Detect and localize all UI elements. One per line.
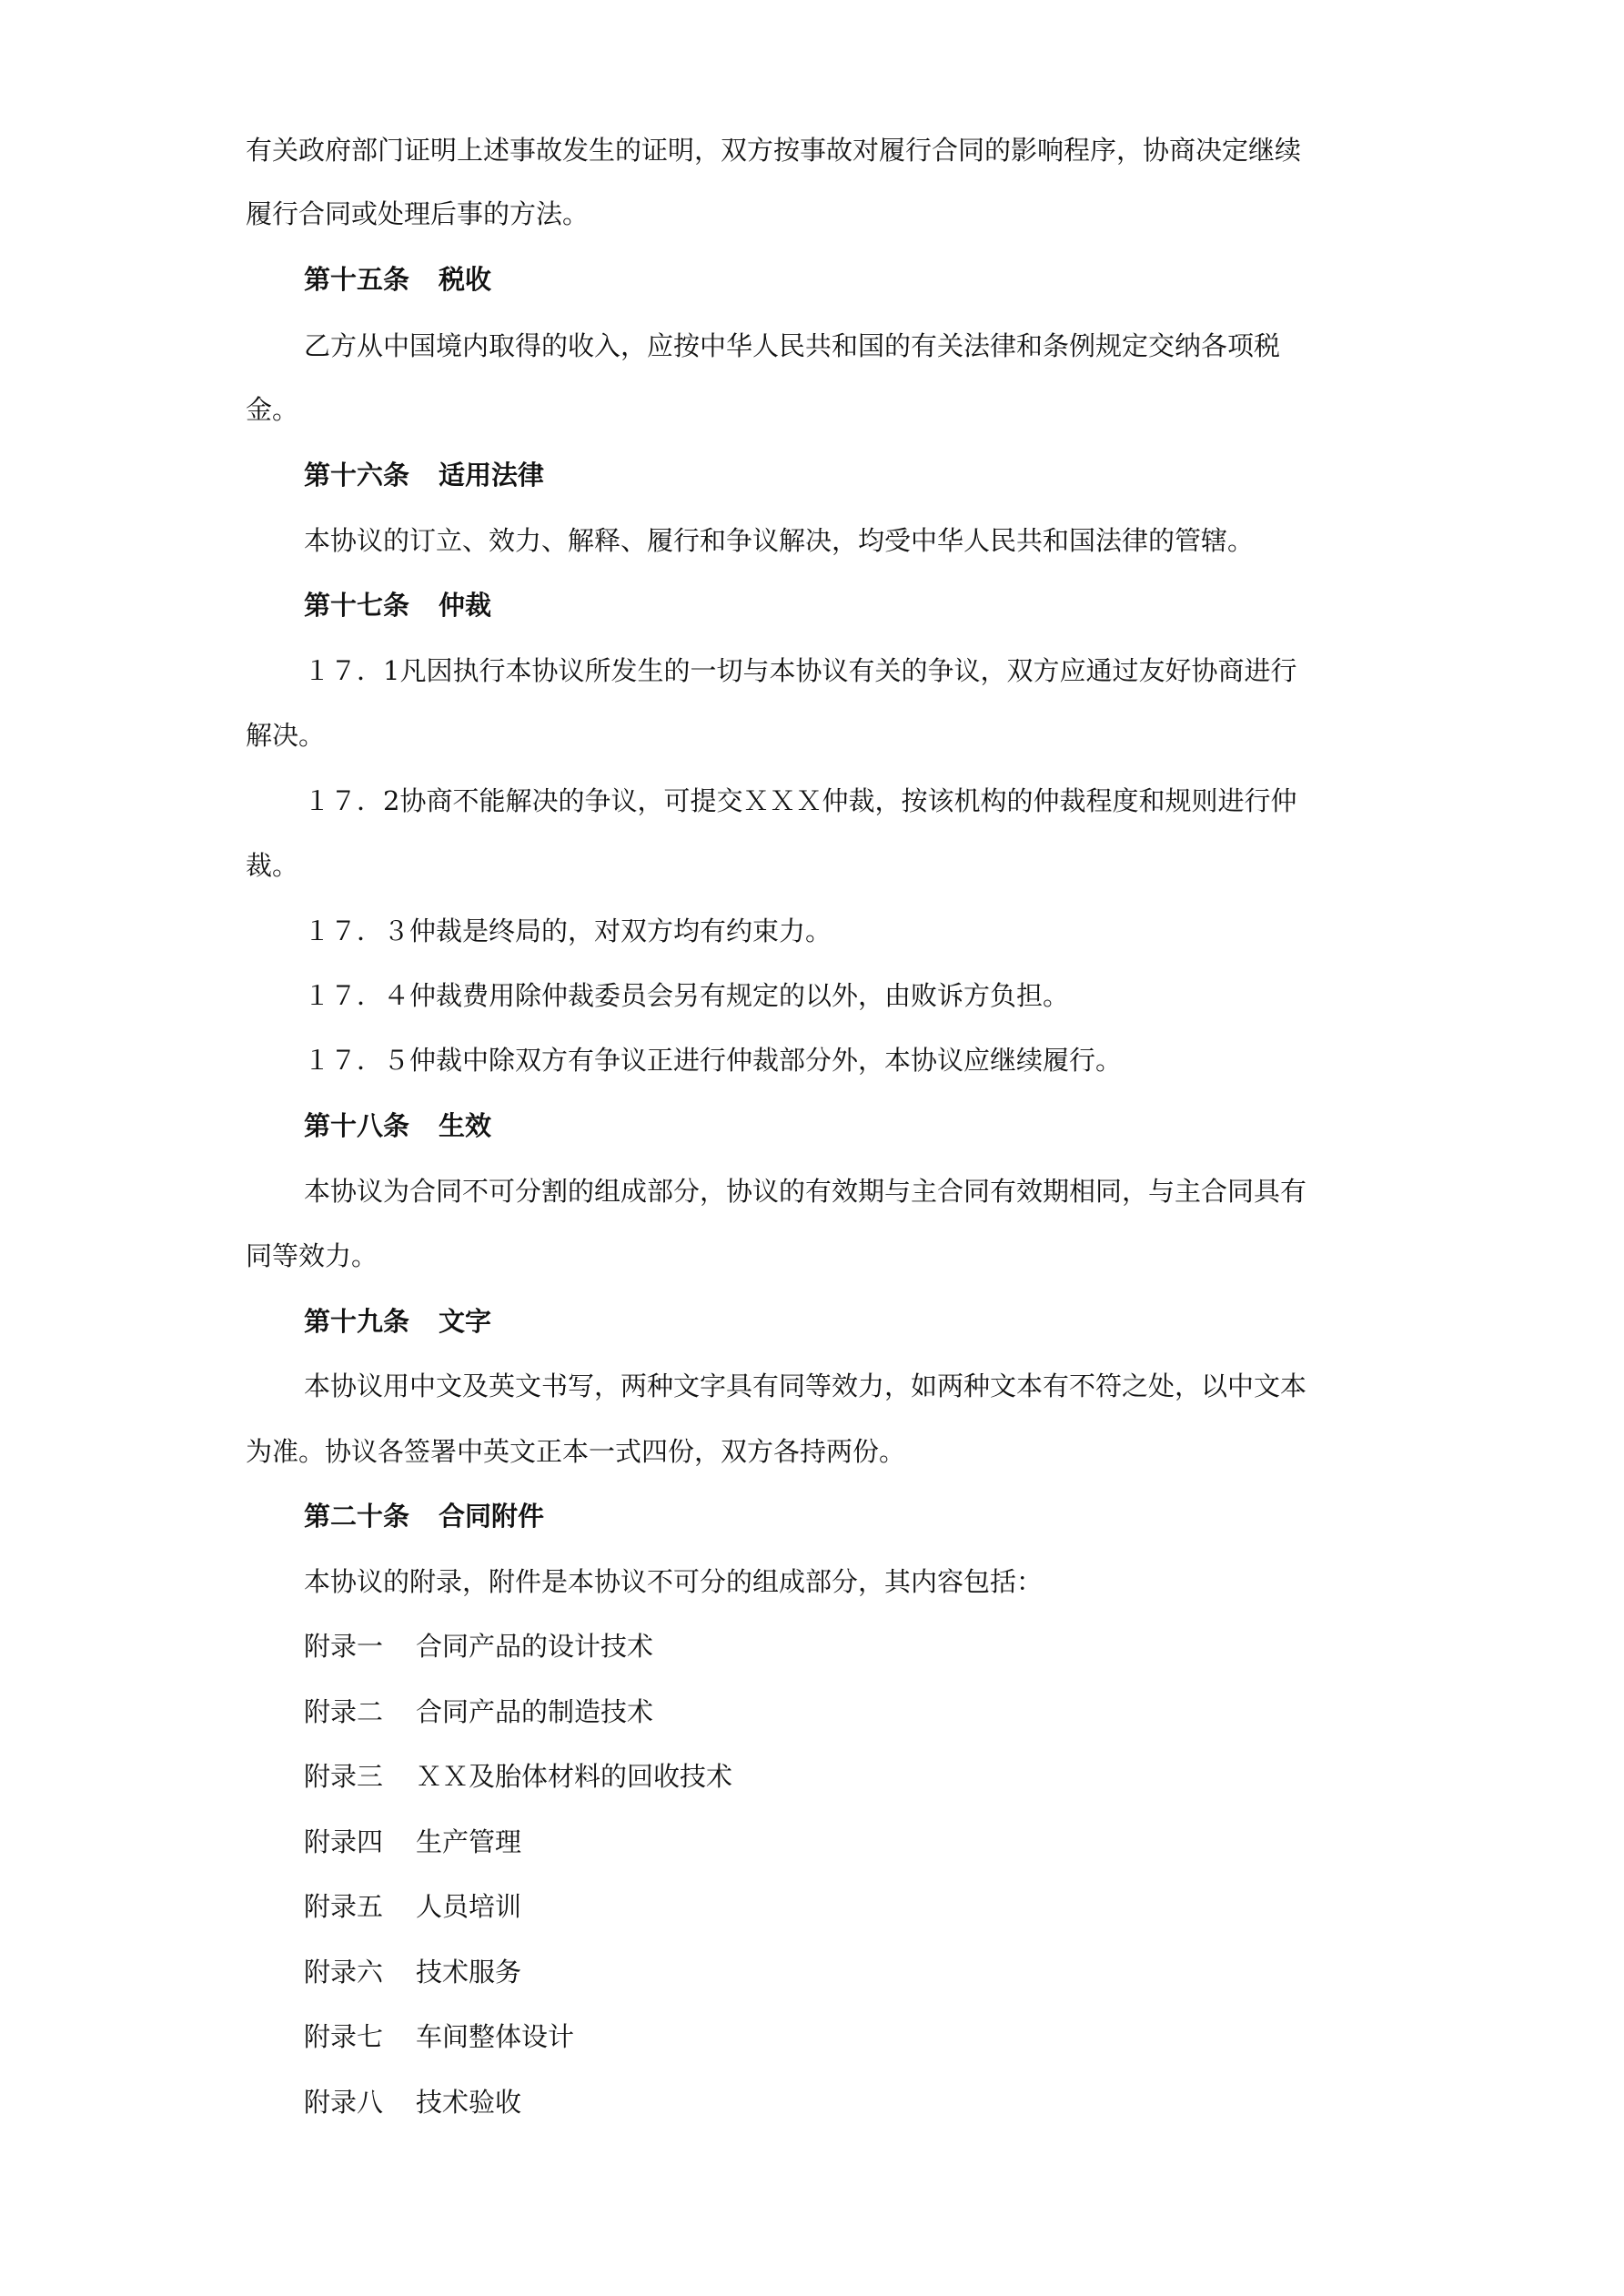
paragraph-line: 解决。 (246, 720, 326, 751)
paragraph-line: 金。 (246, 394, 299, 425)
appendix-item (304, 2018, 574, 2055)
appendix-label: 附录六 (304, 1957, 384, 1988)
paragraph-line: １７．３仲裁是终局的，对双方均有约束力。 (304, 915, 832, 946)
paragraph-line: 有关政府部门证明上述事故发生的证明，双方按事故对履行合同的影响程序，协商决定继续 (246, 135, 1302, 166)
section-number: 第十七条 (304, 590, 410, 621)
paragraph-line: 本协议的附录，附件是本协议不可分的组成部分，其内容包括： (304, 1566, 1044, 1597)
paragraph-line: 履行合同或处理后事的方法。 (246, 198, 590, 229)
appendix-label: 附录三 (304, 1761, 384, 1792)
paragraph-line: 本协议为合同不可分割的组成部分，协议的有效期与主合同有效期相同，与主合同具有 (304, 1176, 1307, 1207)
appendix-item (304, 1758, 732, 1795)
appendix-item (304, 1694, 653, 1730)
section-number: 第十五条 (304, 264, 410, 295)
paragraph-line: 本协议用中文及英文书写，两种文字具有同等效力，如两种文本有不符之处，以中文本 (304, 1371, 1307, 1401)
section-heading (304, 1498, 544, 1534)
section-number: 第十六条 (304, 460, 410, 491)
section-number: 第十九条 (304, 1306, 410, 1337)
paragraph-line: 乙方从中国境内取得的收入，应按中华人民共和国的有关法律和条例规定交纳各项税 (304, 330, 1281, 361)
appendix-label: 附录八 (304, 2087, 384, 2118)
section-heading (304, 457, 544, 493)
appendix-item (304, 1888, 521, 1925)
appendix-title: 技术验收 (416, 2087, 522, 2118)
appendix-title: 技术服务 (416, 1957, 522, 1988)
paragraph-line: 本协议的订立、效力、解释、履行和争议解决，均受中华人民共和国法律的管辖。 (304, 525, 1255, 556)
appendix-label: 附录四 (304, 1826, 384, 1857)
paragraph-line: １７．５仲裁中除双方有争议正进行仲裁部分外，本协议应继续履行。 (304, 1045, 1123, 1076)
paragraph-line: １７．1凡因执行本协议所发生的一切与本协议有关的争议，双方应通过友好协商进行 (304, 655, 1297, 686)
appendix-label: 附录七 (304, 2021, 384, 2052)
section-title: 仲裁 (439, 590, 492, 621)
section-heading (304, 261, 491, 298)
paragraph-line: １７．４仲裁费用除仲裁委员会另有规定的以外，由败诉方负担。 (304, 980, 1070, 1011)
appendix-item (304, 2084, 521, 2120)
paragraph-line: １７．2协商不能解决的争议，可提交ＸＸＸ仲裁，按该机构的仲裁程度和规则进行仲 (304, 785, 1297, 816)
appendix-title: 人员培训 (416, 1891, 522, 1922)
section-heading (304, 1303, 491, 1340)
paragraph-line: 为准。协议各签署中英文正本一式四份，双方各持两份。 (246, 1436, 906, 1467)
section-title: 生效 (439, 1110, 492, 1141)
section-title: 合同附件 (439, 1501, 545, 1532)
appendix-title: ＸＸ及胎体材料的回收技术 (416, 1761, 733, 1792)
appendix-item (304, 1824, 521, 1860)
appendix-item (304, 1628, 653, 1664)
paragraph-line: 裁。 (246, 850, 299, 881)
section-number: 第十八条 (304, 1110, 410, 1141)
appendix-label: 附录一 (304, 1631, 384, 1662)
section-title: 适用法律 (439, 460, 545, 491)
section-heading (304, 587, 491, 623)
section-title: 税收 (439, 264, 492, 295)
appendix-item (304, 1954, 521, 1990)
section-number: 第二十条 (304, 1501, 410, 1532)
section-heading (304, 1108, 491, 1144)
appendix-title: 合同产品的设计技术 (416, 1631, 654, 1662)
appendix-title: 车间整体设计 (416, 2021, 575, 2052)
section-title: 文字 (439, 1306, 492, 1337)
appendix-title: 生产管理 (416, 1826, 522, 1857)
appendix-label: 附录二 (304, 1696, 384, 1727)
appendix-title: 合同产品的制造技术 (416, 1696, 654, 1727)
paragraph-line: 同等效力。 (246, 1240, 378, 1271)
appendix-label: 附录五 (304, 1891, 384, 1922)
